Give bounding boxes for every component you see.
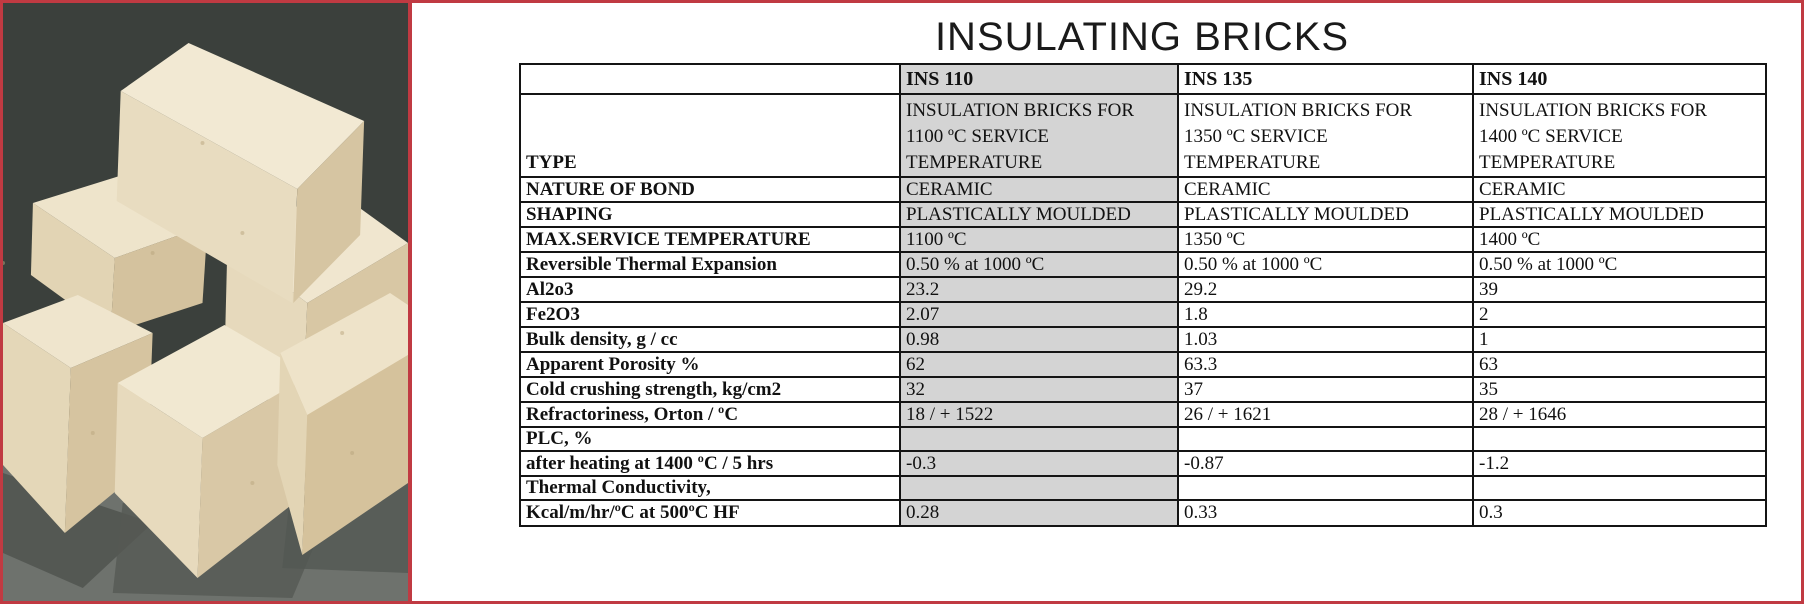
row-label: Thermal Conductivity,	[520, 476, 900, 500]
row-label: Refractoriness, Orton / ºC	[520, 402, 900, 427]
row-label: Fe2O3	[520, 302, 900, 327]
row-label: NATURE OF BOND	[520, 177, 900, 202]
datasheet-content	[416, 3, 1801, 601]
bricks-photo	[3, 3, 412, 601]
table-row	[520, 476, 1766, 500]
cell-ins140: PLASTICALLY MOULDED	[1473, 202, 1766, 227]
table-row	[520, 327, 1766, 352]
table-row	[520, 377, 1766, 402]
cell-ins135: PLASTICALLY MOULDED	[1178, 202, 1473, 227]
table-row	[520, 252, 1766, 277]
header-ins135: INS 135	[1178, 64, 1473, 94]
row-label: PLC, %	[520, 427, 900, 451]
row-label: SHAPING	[520, 202, 900, 227]
cell-ins140: 2	[1473, 302, 1766, 327]
cell-ins110: 0.50 % at 1000 ºC	[900, 252, 1178, 277]
row-label: Cold crushing strength, kg/cm2	[520, 377, 900, 402]
cell-ins110: 18 / + 1522	[900, 402, 1178, 427]
cell-ins135: 37	[1178, 377, 1473, 402]
table-row	[520, 402, 1766, 427]
cell-ins135: 1.03	[1178, 327, 1473, 352]
row-label: Apparent Porosity %	[520, 352, 900, 377]
cell-ins140	[1473, 427, 1766, 451]
table-row	[520, 277, 1766, 302]
cell-ins140: 1	[1473, 327, 1766, 352]
row-label: Al2o3	[520, 277, 900, 302]
cell-ins110: 23.2	[900, 277, 1178, 302]
cell-ins135: INSULATION BRICKS FOR 1350 ºC SERVICE TEMPERATURE	[1178, 94, 1473, 177]
table-row	[520, 427, 1766, 451]
table-row-type	[520, 94, 1766, 177]
cell-ins135: -0.87	[1178, 451, 1473, 476]
row-label: Reversible Thermal Expansion	[520, 252, 900, 277]
cell-ins110: CERAMIC	[900, 177, 1178, 202]
cell-ins110: INSULATION BRICKS FOR 1100 ºC SERVICE TEMPERATURE	[900, 94, 1178, 177]
cell-ins140: 0.50 % at 1000 ºC	[1473, 252, 1766, 277]
cell-ins135: 63.3	[1178, 352, 1473, 377]
cell-ins110: 62	[900, 352, 1178, 377]
specs-table-wrap	[519, 63, 1767, 527]
cell-ins140: 63	[1473, 352, 1766, 377]
table-row	[520, 352, 1766, 377]
table-row	[520, 202, 1766, 227]
bricks-illustration	[3, 3, 408, 601]
table-row	[520, 302, 1766, 327]
header-ins140: INS 140	[1473, 64, 1766, 94]
cell-ins110: 0.98	[900, 327, 1178, 352]
cell-ins110: 1100 ºC	[900, 227, 1178, 252]
header-row	[520, 64, 1766, 94]
cell-ins140: 0.3	[1473, 500, 1766, 526]
header-empty-cell	[520, 64, 900, 94]
cell-ins110	[900, 476, 1178, 500]
row-label: Kcal/m/hr/ºC at 500ºC HF	[520, 500, 900, 526]
header-ins110: INS 110	[900, 64, 1178, 94]
cell-ins140	[1473, 476, 1766, 500]
cell-ins135: 1.8	[1178, 302, 1473, 327]
cell-ins135	[1178, 476, 1473, 500]
cell-ins140: -1.2	[1473, 451, 1766, 476]
cell-ins110	[900, 427, 1178, 451]
cell-ins140: INSULATION BRICKS FOR 1400 ºC SERVICE TEMPERATURE	[1473, 94, 1766, 177]
row-label: MAX.SERVICE TEMPERATURE	[520, 227, 900, 252]
cell-ins135: CERAMIC	[1178, 177, 1473, 202]
cell-ins135: 0.33	[1178, 500, 1473, 526]
cell-ins135: 29.2	[1178, 277, 1473, 302]
cell-ins110: -0.3	[900, 451, 1178, 476]
cell-ins140: 1400 ºC	[1473, 227, 1766, 252]
row-label: after heating at 1400 ºC / 5 hrs	[520, 451, 900, 476]
cell-ins110: 0.28	[900, 500, 1178, 526]
table-row	[520, 227, 1766, 252]
cell-ins135: 26 / + 1621	[1178, 402, 1473, 427]
cell-ins140: CERAMIC	[1473, 177, 1766, 202]
cell-ins110: 2.07	[900, 302, 1178, 327]
page-title: INSULATING BRICKS	[934, 15, 1350, 59]
table-row	[520, 451, 1766, 476]
cell-ins110: 32	[900, 377, 1178, 402]
cell-ins135	[1178, 427, 1473, 451]
cell-ins140: 35	[1473, 377, 1766, 402]
cell-ins140: 28 / + 1646	[1473, 402, 1766, 427]
cell-ins135: 1350 ºC	[1178, 227, 1473, 252]
row-label: TYPE	[520, 94, 900, 177]
table-row	[520, 500, 1766, 526]
row-label: Bulk density, g / cc	[520, 327, 900, 352]
specs-table	[519, 63, 1767, 527]
cell-ins110: PLASTICALLY MOULDED	[900, 202, 1178, 227]
table-row	[520, 177, 1766, 202]
cell-ins135: 0.50 % at 1000 ºC	[1178, 252, 1473, 277]
cell-ins140: 39	[1473, 277, 1766, 302]
